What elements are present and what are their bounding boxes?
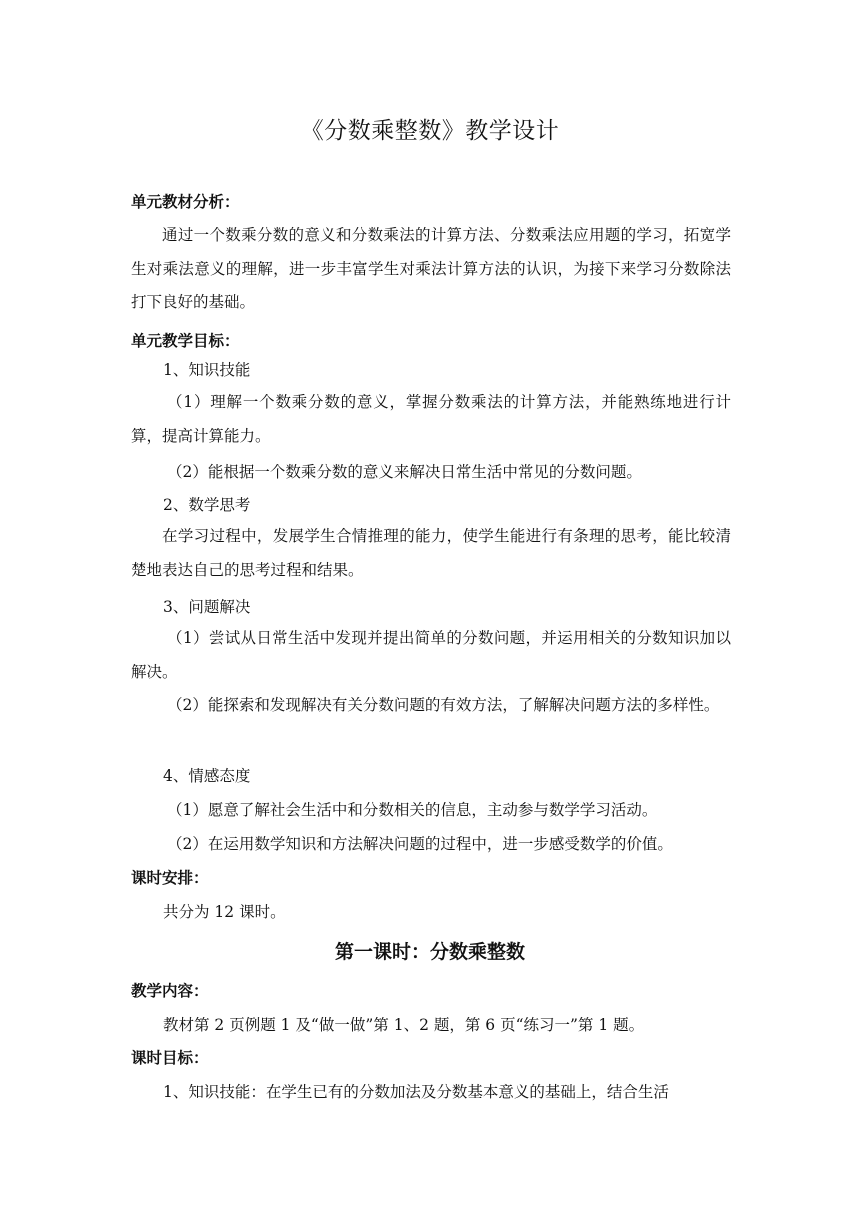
goal-math-thinking-body: 在学习过程中，发展学生合情推理的能力，使学生能进行有条理的思考，能比较清楚地表达自己的思考过程和结果。 [131,527,731,579]
goal-problem-solving-item-2: （2）能探索和发现解决有关分数问题的有效方法，了解解决问题方法的多样性。 [167,696,720,714]
goal-problem-solving: 3、问题解决 [163,598,251,616]
goal-emotional-attitude-item-1: （1）愿意了解社会生活中和分数相关的信息，主动参与数学学习活动。 [167,801,658,819]
section-heading-teaching-content: 教学内容： [131,982,209,1000]
goal-emotional-attitude-item-2: （2）在运用数学知识和方法解决问题的过程中，进一步感受数学的价值。 [167,835,673,853]
section-heading-unit-goals: 单元教学目标： [131,332,240,350]
goal-math-thinking: 2、数学思考 [163,496,251,514]
teaching-content-body: 教材第 2 页例题 1 及“做一做”第 1、2 题，第 6 页“练习一”第 1 题。 [163,1016,645,1034]
schedule-body: 共分为 12 课时。 [163,903,286,921]
section-heading-lesson-goals: 课时目标： [131,1049,209,1067]
lesson-goal-1: 1、知识技能：在学生已有的分数加法及分数基本意义的基础上，结合生活 [163,1083,669,1101]
document-title: 《分数乘整数》教学设计 [300,118,560,144]
section-heading-schedule: 课时安排： [131,869,209,887]
lesson-title: 第一课时：分数乘整数 [334,941,525,963]
goal-knowledge-skills: 1、知识技能 [163,361,251,379]
section-heading-unit-analysis: 单元教材分析： [131,193,240,211]
goal-knowledge-skills-item-1: （1）理解一个数乘分数的意义，掌握分数乘法的计算方法，并能熟练地进行计算，提高计算能力。 [131,393,731,445]
goal-problem-solving-item-1: （1）尝试从日常生活中发现并提出简单的分数问题，并运用相关的分数知识加以解决。 [131,629,731,681]
unit-analysis-paragraph: 通过一个数乘分数的意义和分数乘法的计算方法、分数乘法应用题的学习，拓宽学生对乘法意义的理解，进一步丰富学生对乘法计算方法的认识，为接下来学习分数除法打下良好的基础。 [131,226,731,311]
goal-knowledge-skills-item-2: （2）能根据一个数乘分数的意义来解决日常生活中常见的分数问题。 [167,463,642,481]
goal-emotional-attitude: 4、情感态度 [163,767,251,785]
